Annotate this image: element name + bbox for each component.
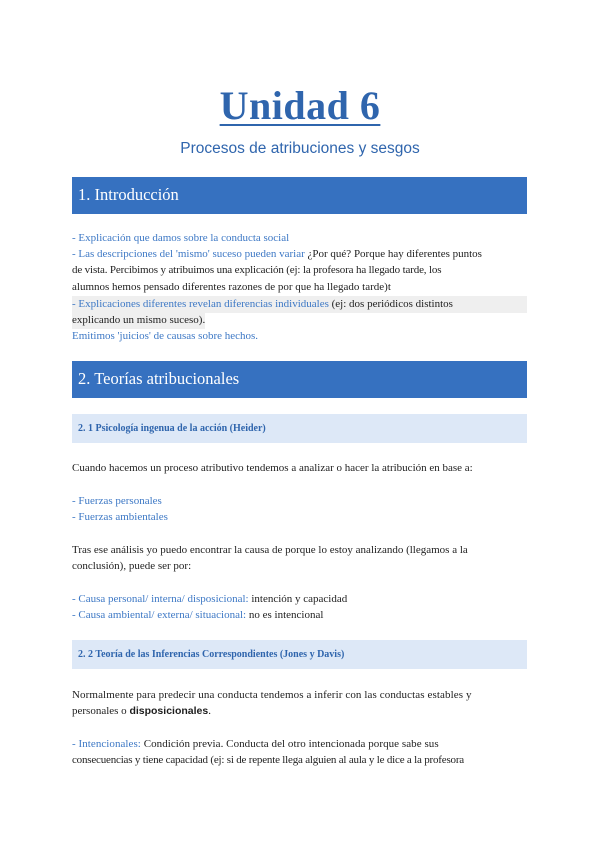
heider-cause-2-label: - Causa ambiental/ externa/ situacional:: [72, 609, 247, 621]
heider-cause-2-text: no es intencional: [246, 609, 324, 621]
heider-cause-2: [72, 607, 527, 624]
jones-davis-paragraph-1-line-1: Normalmente para predecir una conducta tendemos a inferir con las conductas estables y: [72, 689, 472, 701]
heider-cause-1-text: intención y capacidad: [248, 593, 348, 605]
document-title: Unidad 6: [219, 83, 381, 128]
intro-bullet-3-lead: - Explicaciones diferentes revelan diferencias individuales: [72, 298, 329, 310]
intro-bullet-3-text: (ej: dos periódicos distintos: [328, 298, 453, 310]
document-subtitle: Procesos de atribuciones y sesgos: [180, 140, 420, 157]
jones-davis-item-1-text: Condición previa. Conducta del otro intencionada porque sabe sus: [140, 738, 439, 750]
jones-davis-item-1-line-1: [72, 736, 527, 753]
heider-cause-1-label: - Causa personal/ interna/ disposicional:: [72, 593, 249, 605]
heider-paragraph-2-line-2: conclusión), puede ser por:: [72, 560, 192, 572]
intro-closing: Emitimos 'juicios' de causas sobre hechos.: [72, 330, 259, 342]
intro-bullet-2-lead: - Las descripciones del 'mismo' suceso pueden variar: [72, 248, 305, 260]
jones-davis-paragraph-text: personales o: [72, 705, 130, 717]
intro-bullet-3-line-2: explicando un mismo suceso).: [72, 312, 205, 329]
intro-bullet-2-line-2: de vista. Percibimos y atribuimos una explicación (ej: la profesora ha llegado tarde, los: [72, 264, 442, 276]
jones-davis-item-1-line-2: consecuencias y tiene capacidad (ej: si de repente llega alguien al aula y le dice a la profesora: [72, 754, 464, 766]
heider-item-1: - Fuerzas personales: [72, 495, 162, 507]
heider-cause-1: [72, 591, 527, 608]
section-heading-teorias: 2. Teorías atribucionales: [72, 361, 527, 398]
heider-item-2: - Fuerzas ambientales: [72, 511, 168, 523]
heider-paragraph-2-line-1: Tras ese análisis yo puedo encontrar la causa de porque lo estoy analizando (llegamos a la: [72, 544, 468, 556]
section-heading-introduccion: 1. Introducción: [72, 177, 527, 214]
intro-bullet-3-line-1: [72, 296, 527, 313]
jones-davis-item-1-label: - Intencionales:: [72, 738, 141, 750]
intro-bullet-2-line-1: [72, 246, 527, 263]
intro-bullet-1: - Explicación que damos sobre la conducta social: [72, 232, 290, 244]
jones-davis-paragraph-1-line-2: [72, 703, 527, 720]
intro-bullet-2-line-3: alumnos hemos pensado diferentes razones de por que ha llegado tarde)t: [72, 281, 391, 293]
jones-davis-bold-term: disposicionales: [129, 705, 209, 717]
jones-davis-paragraph-end: .: [208, 705, 211, 717]
subsection-heading-heider: 2. 1 Psicología ingenua de la acción (Heider): [72, 414, 527, 443]
intro-bullet-2-text: ¿Por qué? Porque hay diferentes puntos: [304, 248, 482, 260]
heider-paragraph-1: Cuando hacemos un proceso atributivo tendemos a analizar o hacer la atribución en base a:: [72, 462, 473, 474]
subsection-heading-jones-davis: 2. 2 Teoría de las Inferencias Correspondientes (Jones y Davis): [72, 640, 527, 669]
